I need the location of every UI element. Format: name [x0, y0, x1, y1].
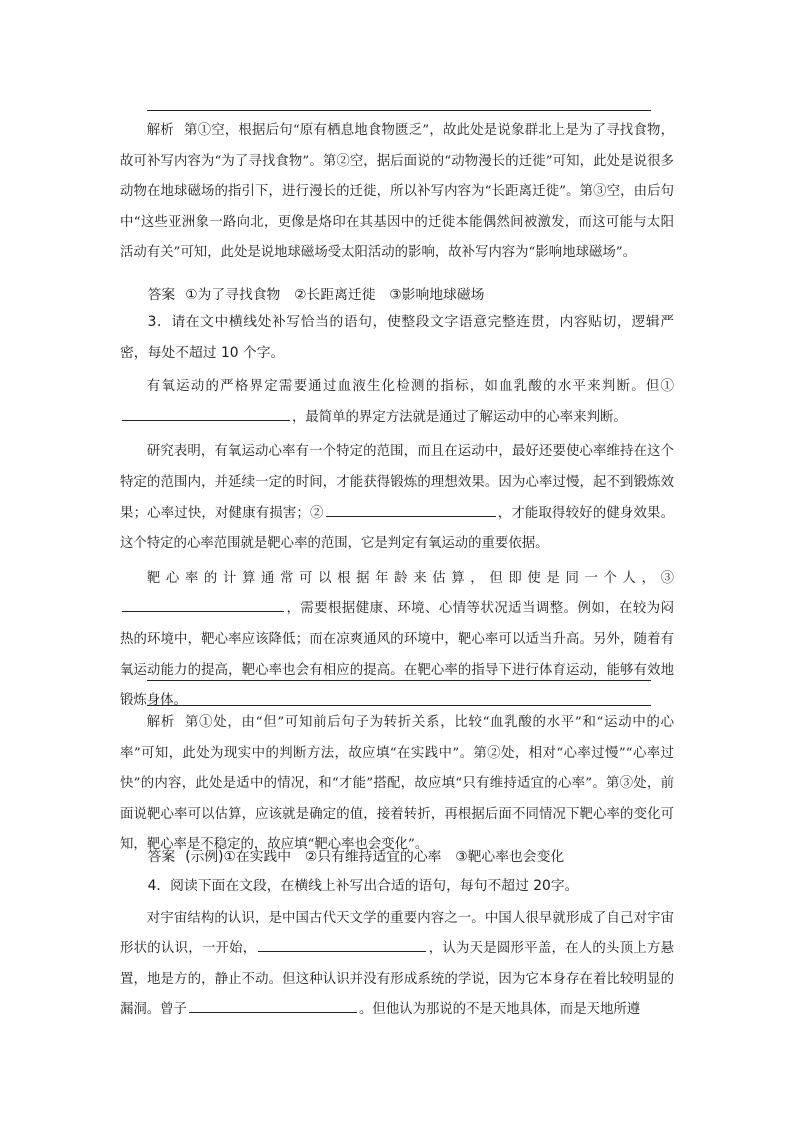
analysis-label: 解析: [146, 123, 175, 138]
question-paragraph: 对宇宙结构的认识，是中国古代天文学的重要内容之一。中国人很早就形成了自己对宇宙形状的认识，一开始， ，认为天是圆形平盖，在人的头顶上方悬置，地是方的，静止不动。但这种认识并没有形成系统的学说，因为它本身存在着比较明显的漏洞。曾子 。但他认为那说的不是天地具体，而是天地所遵: [120, 910, 675, 1018]
question-prompt: 4．阅读下面在文段，在横线上补写出合适的语句，每句不超过 20字。: [147, 878, 579, 894]
divider: [147, 680, 651, 681]
fill-blank-3[interactable]: [122, 597, 284, 612]
answer-label: 答案: [147, 287, 176, 303]
fill-blank-1[interactable]: [258, 937, 426, 952]
question-paragraph: 研究表明，有氧运动心率有一个特定的范围，而且在运动中，最好还要使心率维持在这个特定的范围内，并延续一定的时间，才能获得锻炼的理想效果。因为心率过慢，起不到锻炼效果；心率过快，对健康有损害；② ，才能取得较好的健身效果。这个特定的心率范围就是靶心率的范围，它是判定有氧运动的重要依据。: [120, 444, 675, 552]
answer-text: ①为了寻找食物 ②长距离迁徙 ③影响地球磁场: [185, 287, 485, 303]
answer-text: (示例)①在实践中 ②只有维持适宜的心率 ③靶心率也会变化: [185, 849, 565, 865]
analysis-text: 第①处，由“但”可知前后句子为转折关系，比较“血乳酸的水平”和“运动中的心率”可知，此处为现实中的判断方法，故应填“在实践中”。第②处，相对“心率过慢”“心率过快”的内容，此处是适中的情况，和“才能”搭配，故应填“只有维持适宜的心率”。第③处，前面说靶心率可以估算，应该就是确定的值，接着转折，再根据后面不同情况下靶心率的变化可知，靶心率是不稳定的，故应填“靶心率也会变化”。: [120, 715, 675, 853]
top-divider: [147, 110, 651, 111]
question-paragraph: 有氧运动的严格界定需要通过血液生化检测的指标，如血乳酸的水平来判断。但①，最简单的界定方法就是通过了解运动中的心率来判断。: [120, 372, 674, 433]
fill-blank-2[interactable]: [189, 998, 357, 1013]
analysis-label: 解析: [146, 715, 176, 730]
fill-blank-2[interactable]: [326, 502, 496, 517]
question-prompt: 3．请在文中横线处补写恰当的语句，使整段文字语意完整连贯，内容贴切，逻辑严密，每处不超过 10 个字。: [120, 314, 674, 361]
analysis-section-1: [120, 116, 674, 269]
question-3: [120, 307, 674, 717]
answer-section-1: [120, 280, 674, 311]
analysis-text: 第①空，根据后句“原有栖息地食物匮乏”，故此处是说象群北上是为了寻找食物，故可补写内容为“为了寻找食物”。第②空，据后面说的“动物漫长的迁徙”可知，此处是说很多动物在地球磁场的指引下，进行漫长的迁徙，所以补写内容为“长距离迁徙”。第③空，由后句中“这些亚洲象一路向北，更像是烙印在其基因中的迁徙本能偶然间被激发，而这可能与太阳活动有关”可知，此处是说地球磁场受太阳活动的影响，故补写内容为“影响地球磁场”。: [120, 123, 674, 261]
answer-label: 答案: [147, 849, 176, 865]
answer-section-2: [120, 842, 674, 873]
question-4: [120, 871, 674, 1026]
analysis-section-2: [120, 708, 674, 861]
divider: [147, 705, 651, 706]
fill-blank-1[interactable]: [122, 406, 290, 421]
question-paragraph: 靶心率的计算通常可以根据年龄来估算，但即使是同一个人，③，需要根据健康、环境、心情等状况适当调整。例如，在较为闷热的环境中，靶心率应该降低；而在凉爽通风的环境中，靶心率可以适当升高。另外，随着有氧运动能力的提高，靶心率也会有相应的提高。在靶心率的指导下进行体育运动，能够有效地锻炼身体。: [120, 570, 674, 709]
